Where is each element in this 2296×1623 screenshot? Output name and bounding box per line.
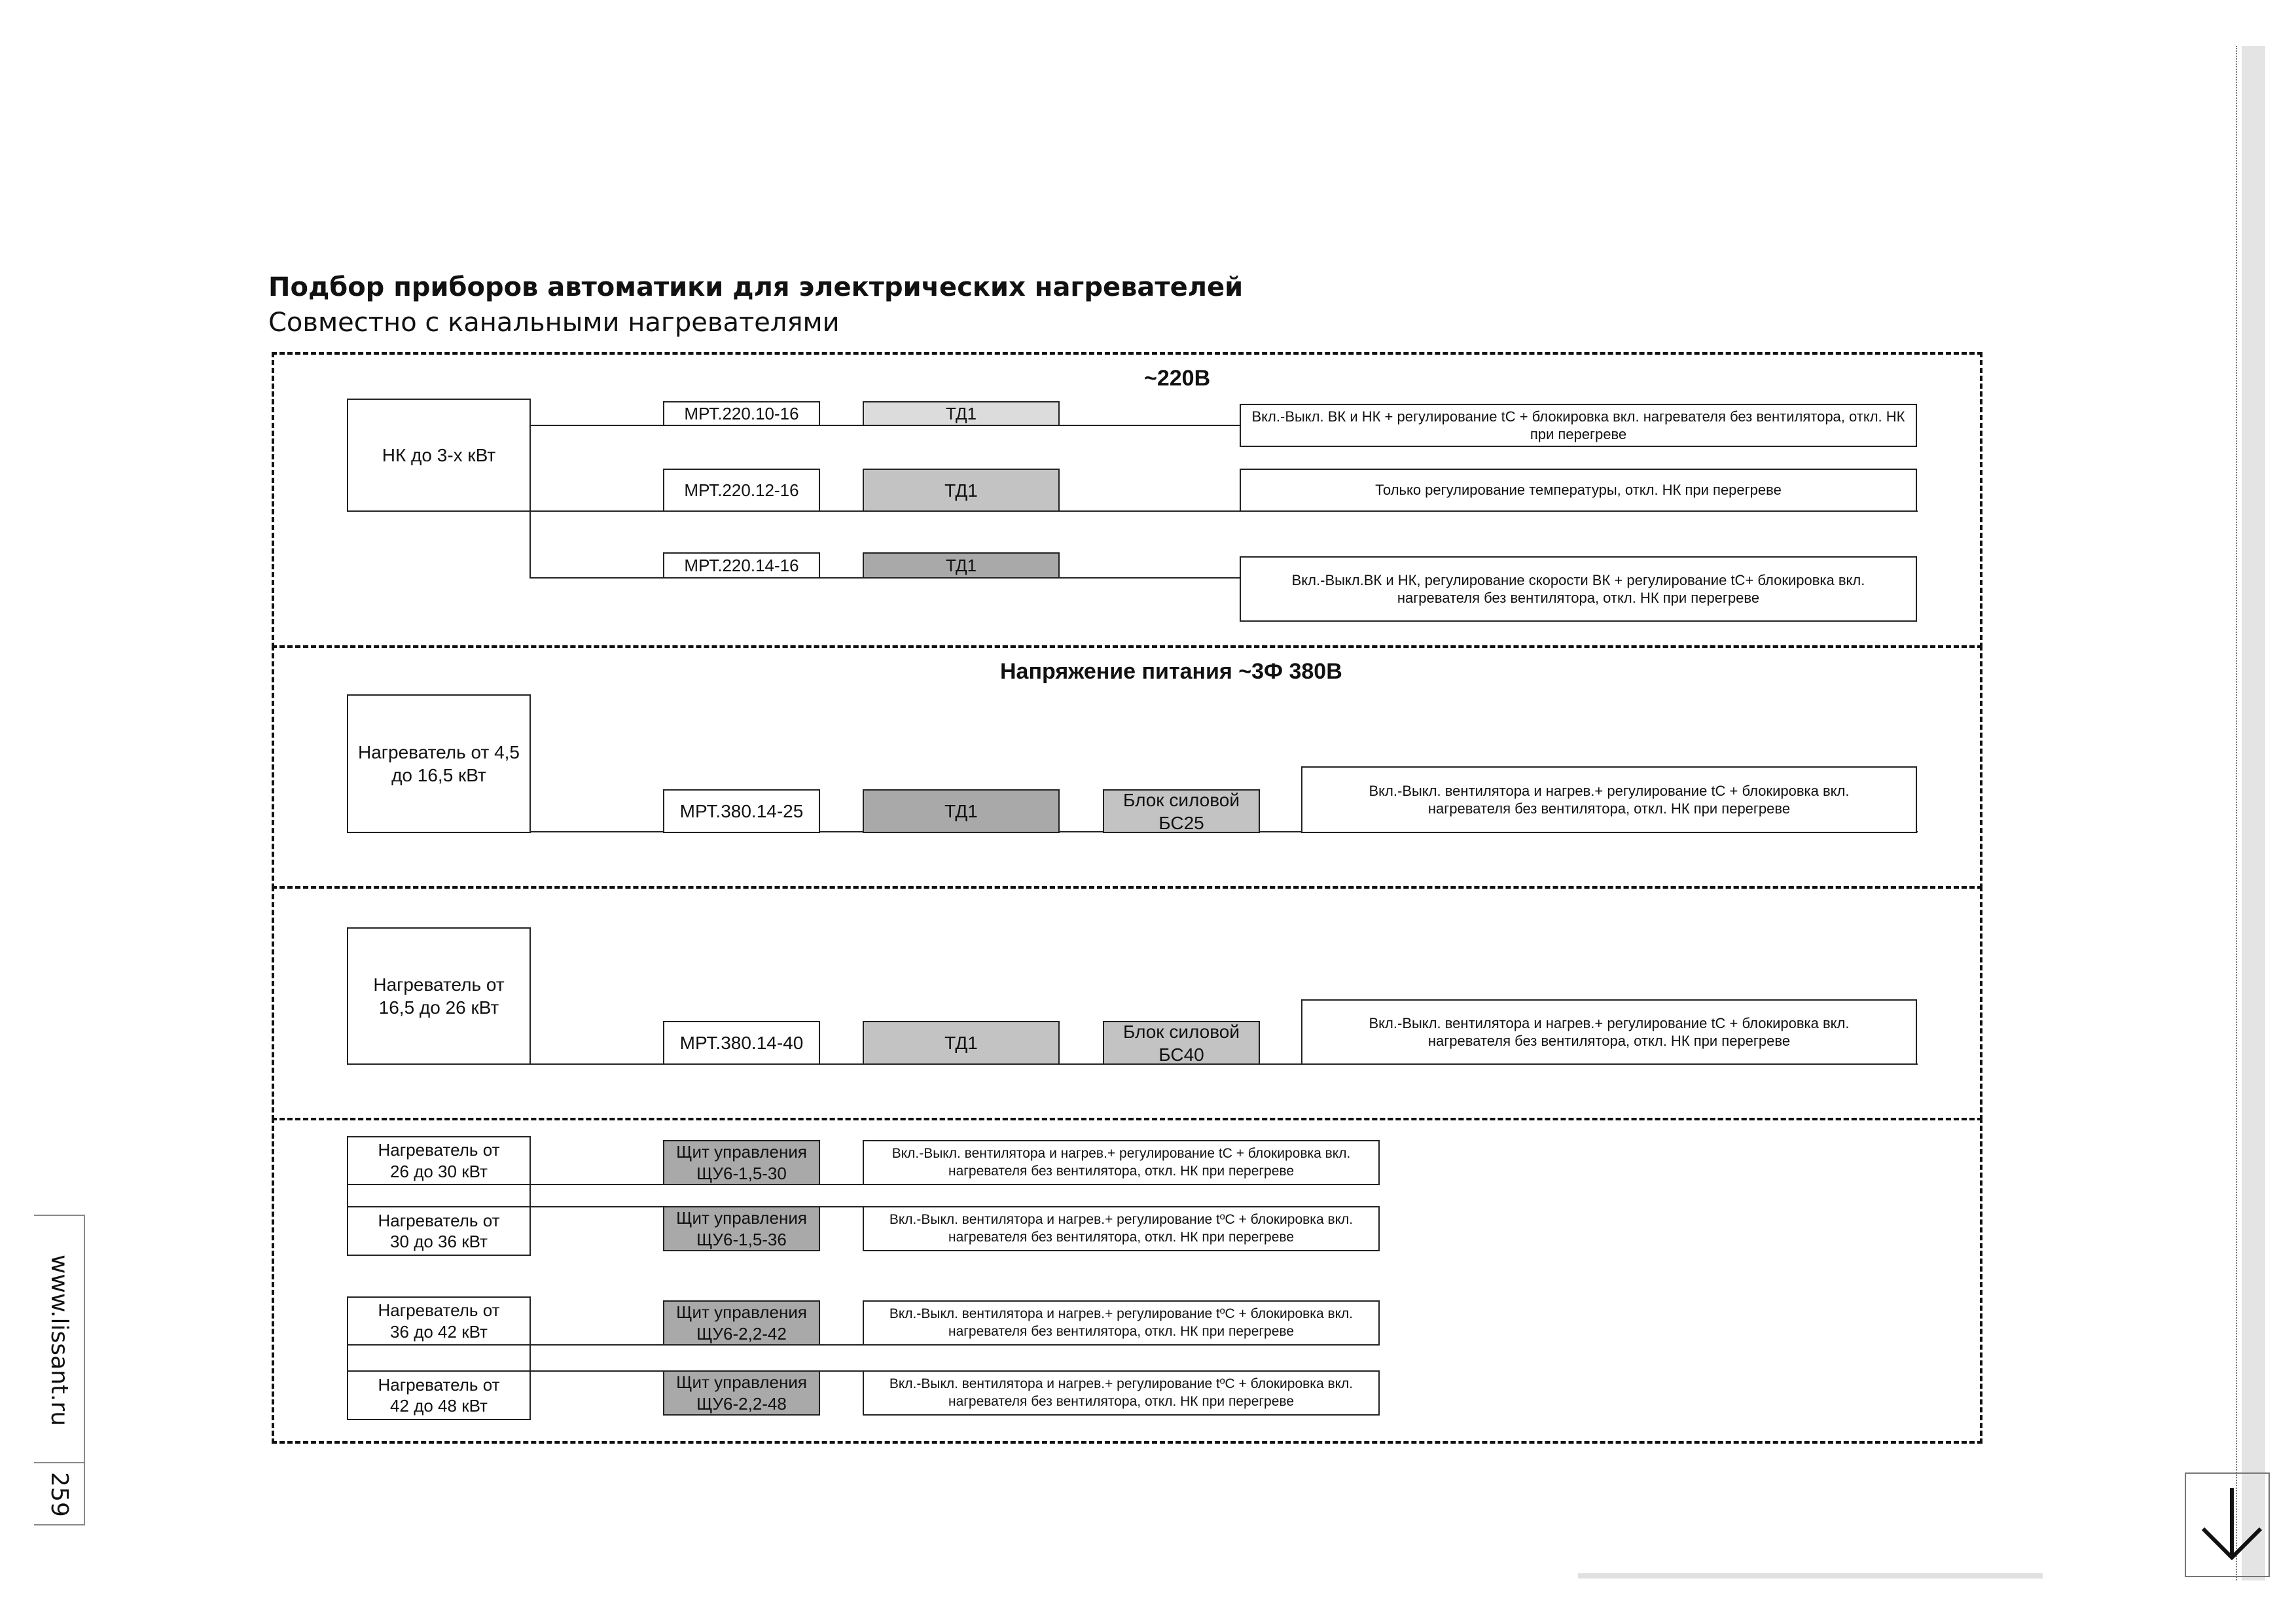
td-box: ТД1 xyxy=(863,401,1060,426)
description-box: Вкл.-Выкл. ВК и НК + регулирование tC + блокировка вкл. нагревателя без вентилятора, откл. НК при перегреве xyxy=(1240,404,1917,447)
power-block-box: Блок силовой БС40 xyxy=(1103,1021,1260,1065)
heater-box: Нагреватель от 26 до 30 кВт xyxy=(347,1136,531,1185)
control-panel-box: Щит управления ЩУ6-2,2-48 xyxy=(663,1370,820,1416)
page-subtitle: Совместно с канальными нагревателями xyxy=(268,308,840,338)
description-box: Вкл.-Выкл. вентилятора и нагрев.+ регулирование tC + блокировка вкл. нагревателя без вентилятора, откл. НК при перегреве xyxy=(863,1140,1380,1185)
description-box: Вкл.-Выкл. вентилятора и нагрев.+ регулирование tºC + блокировка вкл. нагревателя без вентилятора, откл. НК при перегреве xyxy=(863,1300,1380,1346)
section-220-title: ~220В xyxy=(1144,366,1211,391)
mrt-box: МРТ.380.14-25 xyxy=(663,789,820,833)
power-block-box: Блок силовой БС25 xyxy=(1103,789,1260,833)
section-380-title: Напряжение питания ~3Ф 380В xyxy=(1000,659,1342,684)
right-gray-strip xyxy=(2242,46,2265,1580)
heater-box: Нагреватель от 42 до 48 кВт xyxy=(347,1370,531,1420)
td-box: ТД1 xyxy=(863,469,1060,512)
control-panel-box: Щит управления ЩУ6-2,2-42 xyxy=(663,1300,820,1346)
page-title: Подбор приборов автоматики для электрических нагревателей xyxy=(268,272,1244,302)
scroll-down-button[interactable] xyxy=(2185,1472,2270,1577)
heater-box: Нагреватель от 16,5 до 26 кВт xyxy=(347,927,531,1065)
website-label[interactable]: www.lissant.ru xyxy=(46,1254,73,1427)
control-panel-box: Щит управления ЩУ6-1,5-36 xyxy=(663,1206,820,1251)
td-box: ТД1 xyxy=(863,552,1060,579)
control-panel-box: Щит управления ЩУ6-1,5-30 xyxy=(663,1140,820,1185)
connector xyxy=(347,1344,348,1372)
margin-tab-website xyxy=(34,1215,85,1463)
margin-tab-page-number xyxy=(34,1463,85,1525)
heater-box-220: НК до 3-х кВт xyxy=(347,399,531,512)
connector xyxy=(529,1184,531,1207)
description-box: Вкл.-Выкл. вентилятора и нагрев.+ регулирование tC + блокировка вкл. нагревателя без вентилятора, откл. НК при перегреве xyxy=(1301,999,1917,1065)
right-dotted-guide xyxy=(2236,46,2237,1580)
heater-box: Нагреватель от 4,5 до 16,5 кВт xyxy=(347,694,531,833)
connector xyxy=(529,1344,531,1372)
description-box: Вкл.-Выкл. вентилятора и нагрев.+ регулирование tC + блокировка вкл. нагревателя без вентилятора, откл. НК при перегреве xyxy=(1301,766,1917,833)
mrt-box: МРТ.380.14-40 xyxy=(663,1021,820,1065)
description-box: Вкл.-Выкл.ВК и НК, регулирование скорости ВК + регулирование tC+ блокировка вкл. нагревателя без вентилятора, откл. НК при перегреве xyxy=(1240,556,1917,622)
td-box: ТД1 xyxy=(863,789,1060,833)
description-box: Вкл.-Выкл. вентилятора и нагрев.+ регулирование tºC + блокировка вкл. нагревателя без вентилятора, откл. НК при перегреве xyxy=(863,1370,1380,1416)
description-box: Вкл.-Выкл. вентилятора и нагрев.+ регулирование tºC + блокировка вкл. нагревателя без вентилятора, откл. НК при перегреве xyxy=(863,1206,1380,1251)
td-box: ТД1 xyxy=(863,1021,1060,1065)
mrt-box: МРТ.220.14-16 xyxy=(663,552,820,579)
heater-box: Нагреватель от 36 до 42 кВт xyxy=(347,1296,531,1346)
bottom-gray-bar xyxy=(1578,1573,2043,1578)
heater-box: Нагреватель от 30 до 36 кВт xyxy=(347,1206,531,1256)
mrt-box: МРТ.220.10-16 xyxy=(663,401,820,426)
connector xyxy=(347,1184,348,1207)
description-box: Только регулирование температуры, откл. НК при перегреве xyxy=(1240,469,1917,512)
arrow-down-icon xyxy=(2186,1474,2269,1576)
page-number: 259 xyxy=(46,1472,73,1517)
mrt-box: МРТ.220.12-16 xyxy=(663,469,820,512)
